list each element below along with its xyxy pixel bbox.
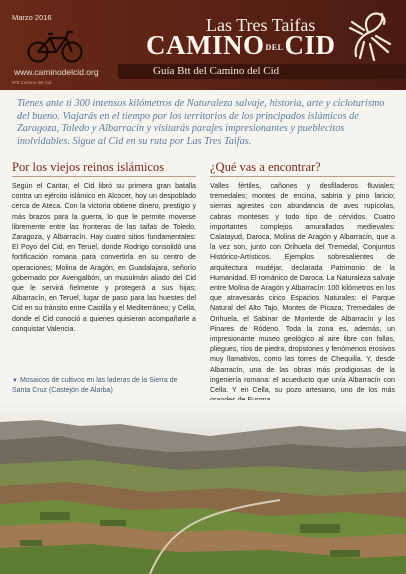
landscape-photo: [0, 400, 406, 574]
right-heading: ¿Qué vas a encontrar?: [210, 160, 395, 177]
photo-caption: [12, 376, 192, 395]
intro-paragraph: Tienes ante ti 300 intensos kilómetros de Naturaleza salvaje, historia, arte y cicloturismo del bueno. Viajarás en el tiempo por los territorios de los principados islámicos de Zaragoza, Toledo y Albarracín y visitarás parajes impresionantes y pueblecitos inolvidables. Sigue al Cid en su ruta por Las Tres Taifas.: [17, 98, 385, 147]
title-word-del: DEL: [265, 43, 284, 53]
subtitle: Guía Btt del Camino del Cid: [153, 65, 280, 77]
caption-text: Mosaicos de cultivos en las laderas de la Sierra de Santa Cruz (Castejón de Alarba): [12, 377, 178, 394]
left-body: Según el Cantar, el Cid libró su primera gran batalla contra un ejército islámico en Alcocer, hoy un despoblado cerca de Ateca. Con la victoria obtiene dinero, prestigio y más brazos para la guerra, lo que le permite moverse libremente entre las fronteras de las taifas de Toledo, Zaragoza, y Albarracín. Hay cuatro sitios fundamentales: El Poyo del Cid, en Teruel, donde Rodrigo consolidó una fortificación romana para convertirla en su centro de operaciones; Molina de Aragón, en Guadalajara, señorío gobernado por Avengalbón, un musulmán aliado del Cid que le servirá fielmente y protegerá a sus hijas; Albarracín, en Teruel, lugar de paso para las huestes del Cid en su tránsito entre Castilla y el Mediterráneo; y Cella, donde el Cid conoció a quienes quisieran acompañarle a conquistar Valencia.: [12, 182, 196, 333]
issue-date: Marzo 2016: [12, 13, 52, 22]
triangle-down-icon: ▼: [12, 378, 18, 384]
left-heading: Por los viejos reinos islámicos: [12, 160, 196, 177]
issue-strip: Nº8 Camino del Cid: [12, 80, 52, 85]
left-column: [12, 160, 196, 334]
right-body: Valles fértiles, cañones y desfiladeros fluviales; tremedales; montes de encina, sabina y pino laricio; sierras agrestes con abundancia de aves rupícolas, cabras monteses y todo tipo de cérvidos. Cuatro importantes complejos amurallados medievales: Calatayud, Daroca, Molina de Aragón y Albarracín, que a la vez son, junto con Orihuela del Tremedal, Conjuntos Histórico-Artísticos. Ejemplos sobresalientes de arquitectura mudéjar, declarada Patrimonio de la Humanidad. El románico de Daroca. La Naturaleza salvaje entre Molina de Aragón y Albarracín: 100 kilómetros en los que atravesarás cinco Espacios Naturales: el Parque Natural del Alto Tajo, Montes de Picaza; Tremedales de Orihuela, el Sabinar de Monterde de Albarracín y los Pinares de Ródeno. Toda la zona es, además, un impresionante museo geológico al aire libre con fallas, pliegues, ríos de piedra, dropstones y fenómenos erosivos muy llamativos, como las torres de Chequilla. Y, desde Albarracín, una de las obras más prodigiosas de la ingeniería romana: el acueducto que unía Albarracín con Cella. Y en Cella, su pozo artesiano, uno de los más: [210, 182, 395, 395]
title-main: [146, 30, 335, 61]
right-column: [210, 160, 395, 405]
header-banner: [0, 0, 406, 90]
knight-emblem-icon: [342, 8, 398, 64]
bicycle-icon: [26, 26, 84, 64]
title-word-cid: CID: [284, 30, 336, 60]
website-link[interactable]: www.caminodelcid.org: [14, 67, 99, 77]
title-word-camino: CAMINO: [146, 30, 265, 60]
title-top: Las Tres Taifas: [206, 15, 316, 35]
